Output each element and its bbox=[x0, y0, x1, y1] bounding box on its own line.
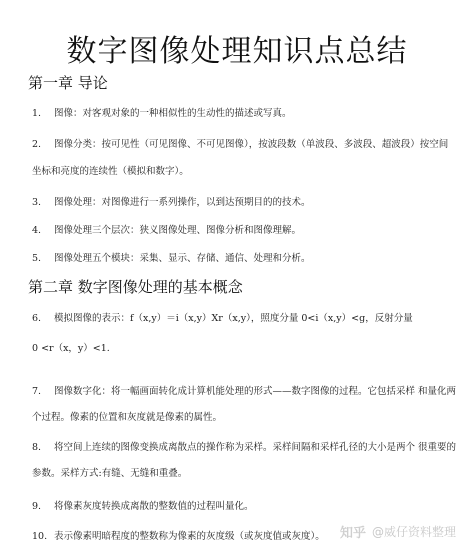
item-number: 9. bbox=[32, 501, 42, 512]
item-text: 图像处理五个模块：采集、显示、存储、通信、处理和分析。 bbox=[54, 253, 311, 264]
item-number: 10. bbox=[32, 531, 48, 542]
list-item-2 bbox=[32, 136, 448, 150]
list-item-10 bbox=[32, 528, 325, 542]
list-item-3 bbox=[32, 194, 311, 208]
item-text: 将像素灰度转换成离散的整数值的过程叫量化。 bbox=[54, 501, 254, 512]
item-text: 表示像素明暗程度的整数称为像素的灰度级（或灰度值或灰度）。 bbox=[54, 531, 325, 542]
list-item-5 bbox=[32, 250, 311, 264]
item-number: 7. bbox=[32, 386, 42, 397]
chapter-2-heading: 第二章 数字图像处理的基本概念 bbox=[28, 278, 243, 296]
item-text: 图像：对客观对象的一种相似性的生动性的描述或写真。 bbox=[54, 108, 292, 119]
list-item-9 bbox=[32, 498, 254, 512]
list-item-6 bbox=[32, 310, 413, 324]
list-item-4 bbox=[32, 222, 301, 236]
item-number: 3. bbox=[32, 197, 42, 208]
list-item-7 bbox=[32, 383, 456, 397]
item-text: 图像数字化：将一幅画面转化成计算机能处理的形式——数字图像的过程。它包括采样 和量化两 bbox=[54, 386, 457, 397]
item-number: 6. bbox=[32, 313, 42, 324]
item-number: 8. bbox=[32, 442, 42, 453]
list-item-8-continuation: 参数。采样方式:有缝、无缝和重叠。 bbox=[32, 468, 188, 479]
item-text: 图像处理：对图像进行一系列操作，以到达预期目的的技术。 bbox=[54, 197, 311, 208]
list-item-7-continuation: 个过程。像素的位置和灰度就是像素的属性。 bbox=[32, 412, 223, 423]
item-number: 1. bbox=[32, 108, 42, 119]
item-text: 图像处理三个层次：狭义图像处理、图像分析和图像理解。 bbox=[54, 225, 302, 236]
list-item-2-continuation: 坐标和亮度的连续性（模拟和数字）。 bbox=[32, 166, 189, 177]
document-title: 数字图像处理知识点总结 bbox=[66, 34, 408, 69]
watermark-handle: @威仔资料整理 bbox=[371, 525, 456, 539]
list-item-8 bbox=[32, 439, 456, 453]
watermark bbox=[340, 522, 456, 541]
item-number: 4. bbox=[32, 225, 42, 236]
list-item-6-continuation: 0 <r（x，y）<1. bbox=[32, 343, 110, 354]
item-text: 图像分类：按可见性（可见图像、不可见图像），按波段数（单波段、多波段、超波段）按空间 bbox=[54, 139, 449, 150]
item-text: 将空间上连续的图像变换成离散点的操作称为采样。采样间隔和采样孔径的大小是两个 很重要的 bbox=[54, 442, 457, 453]
item-number: 5. bbox=[32, 253, 42, 264]
item-number: 2. bbox=[32, 139, 42, 150]
list-item-1 bbox=[32, 105, 292, 119]
item-text: 模拟图像的表示：f（x,y）＝i（x,y）Xr（x,y），照度分量 0<i（x,y）<g，反射分量 bbox=[54, 313, 413, 324]
watermark-brand: 知乎 bbox=[339, 526, 366, 541]
chapter-1-heading: 第一章 导论 bbox=[28, 74, 108, 92]
